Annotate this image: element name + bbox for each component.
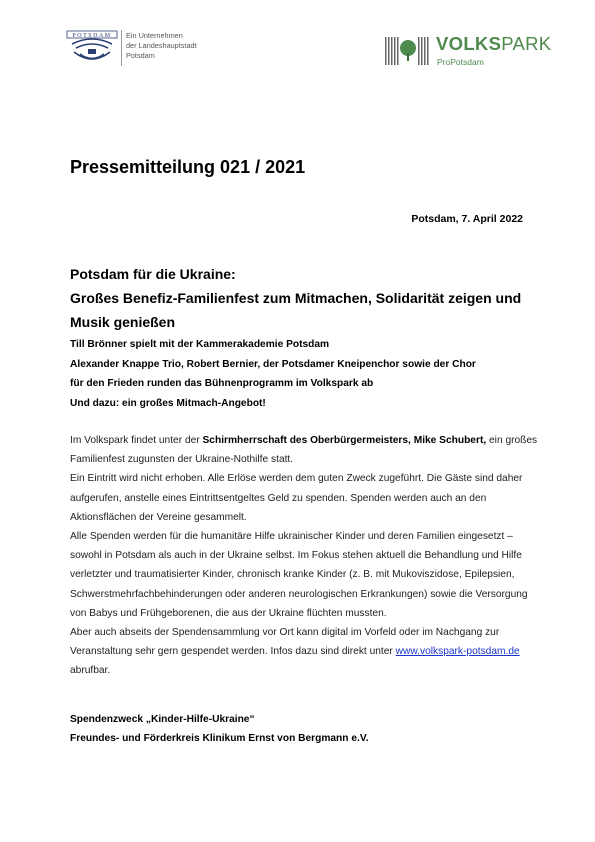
volkspark-wordmark xyxy=(436,34,551,54)
volkspark-volks: VOLKS xyxy=(436,33,502,54)
paragraph-3: Alle Spenden werden für die humanitäre Hilfe ukrainischer Kinder und deren Familien eingesetzt – sowohl in Potsdam als auch in der Ukraine selbst. Im Fokus stehen aktuell die Behandlung und Hilfe verletzter und traumatisierter Kinder, chronisch kranke Kinder (z. B. mit Mukoviszidose, Epilepsien, Schwerstmehrfachbehinderungen oder anderen neurologischen Erkrankungen) sowie die Versorgung von Babys und Frühgeborenen, die aus der Ukraine flüchten mussten. xyxy=(70,531,528,619)
page-title: Pressemitteilung 021 / 2021 xyxy=(70,157,306,177)
p4-end: abrufbar. xyxy=(70,665,111,677)
headline xyxy=(70,262,540,334)
p4-text: Aber auch abseits der Spendensammlung vor Ort kann digital im Vorfeld oder im Nachgang zur Veranstaltung sehr gern gespendet werden. Infos dazu sind direkt unter xyxy=(70,627,500,658)
claim-line-1: Ein Unternehmen xyxy=(126,31,183,40)
subhead-1: Till Brönner spielt mit der Kammerakademie Potsdam xyxy=(70,339,330,350)
headline-line-1: Potsdam für die Ukraine: xyxy=(70,266,236,282)
potsdam-logo xyxy=(66,30,118,66)
subhead-2: Alexander Knappe Trio, Robert Bernier, der Potsdamer Kneipenchor sowie der Chor xyxy=(70,358,476,370)
headline-line-2: Großes Benefiz-Familienfest zum Mitmachen, Solidarität zeigen und xyxy=(70,290,522,306)
volkspark-link[interactable]: www.volkspark-potsdam.de xyxy=(395,646,520,658)
subheadlines xyxy=(70,335,540,414)
volkspark-mark-icon xyxy=(385,33,431,67)
header-divider xyxy=(121,30,122,66)
p1-patronage: Schirmherrschaft des Oberbürgermeisters, Mike Schubert, xyxy=(202,435,487,446)
date-line: Potsdam, 7. April 2022 xyxy=(411,213,523,225)
p1-intro: Im Volkspark findet unter der xyxy=(70,435,203,446)
volkspark-subline: ProPotsdam xyxy=(437,57,484,67)
volkspark-park: PARK xyxy=(501,33,552,54)
claim-line-3: Potsdam xyxy=(126,51,155,60)
claim-line-2: der Landeshauptstadt xyxy=(126,41,197,50)
donation-heading: Spendenzweck „Kinder-Hilfe-Ukraine“ xyxy=(70,714,255,725)
potsdam-logo-text: POTSDAM xyxy=(72,33,112,39)
paragraph-2: Ein Eintritt wird nicht erhoben. Alle Erlöse werden dem guten Zweck zugeführt. Die Gäste sind daher aufgerufen, anstelle eines Eintrittsentgeltes Geld zu spenden. Spenden werden auch an den Aktionsflächen der Vereine gesammelt. xyxy=(70,473,523,523)
potsdam-claim xyxy=(126,31,197,61)
body-text xyxy=(70,431,540,681)
donation-organization: Freundes- und Förderkreis Klinikum Ernst von Bergmann e.V. xyxy=(70,733,369,744)
p1-rest: ein großes Familienfest zugunsten der Ukraine-Nothilfe statt. xyxy=(70,435,538,466)
paragraph-1 xyxy=(70,431,540,469)
headline-line-3: Musik genießen xyxy=(70,314,176,330)
subhead-4: Und dazu: ein großes Mitmach-Angebot! xyxy=(70,398,266,410)
paragraph-4 xyxy=(70,623,540,681)
subhead-3: für den Frieden runden das Bühnenprogramm im Volkspark ab xyxy=(70,378,374,390)
